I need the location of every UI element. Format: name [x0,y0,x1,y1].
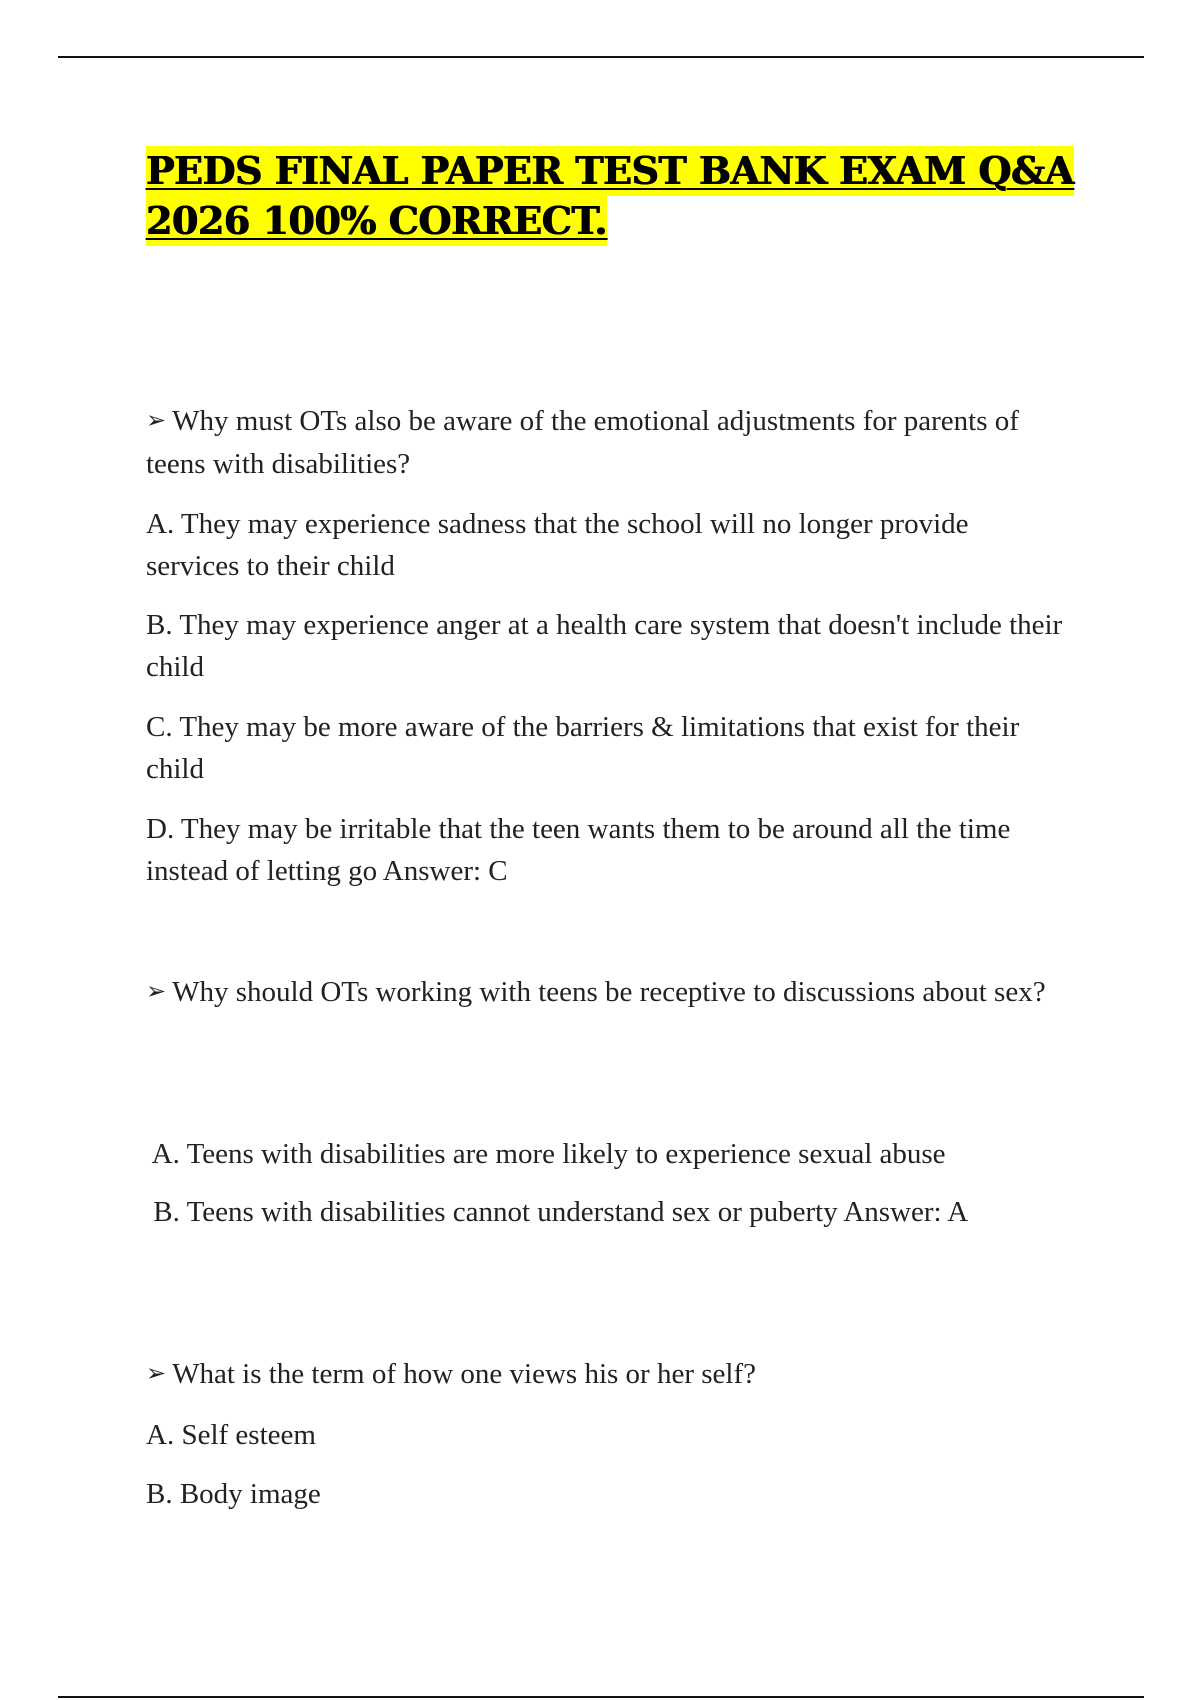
question-1-prompt [146,400,1066,485]
top-rule [58,56,1144,58]
question-1-option-a: A. They may experience sadness that the school will no longer provide services to their child [146,508,969,582]
question-2-option-a: A. Teens with disabilities are more likely to experience sexual abuse [146,1138,946,1170]
question-3-option-a: A. Self esteem [146,1419,316,1451]
arrow-bullet-icon: ➢ [146,1359,167,1387]
arrow-bullet-icon: ➢ [146,977,167,1005]
question-1-option-b: B. They may experience anger at a health care system that doesn't include their child [146,609,1063,683]
question-1-text: Why must OTs also be aware of the emotional adjustments for parents of teens with disabilities? [146,405,1019,480]
question-1-option-d: D. They may be irritable that the teen wants them to be around all the time instead of letting go Answer: C [146,813,1011,887]
question-2-text: Why should OTs working with teens be receptive to discussions about sex? [172,976,1046,1008]
title-line-2: 2026 100% CORRECT. [146,196,607,246]
arrow-bullet-icon: ➢ [146,406,167,434]
question-3-option-b: B. Body image [146,1478,321,1510]
question-2-prompt [146,971,1066,1014]
question-3-prompt [146,1353,1066,1396]
title-line-1: PEDS FINAL PAPER TEST BANK EXAM Q&A [146,146,1074,196]
question-2-option-b: B. Teens with disabilities cannot understand sex or puberty Answer: A [146,1196,969,1228]
question-3-text: What is the term of how one views his or her self? [172,1358,756,1390]
document-title [146,146,1074,246]
question-1-option-c: C. They may be more aware of the barriers & limitations that exist for their child [146,711,1020,785]
bottom-rule [58,1696,1144,1698]
